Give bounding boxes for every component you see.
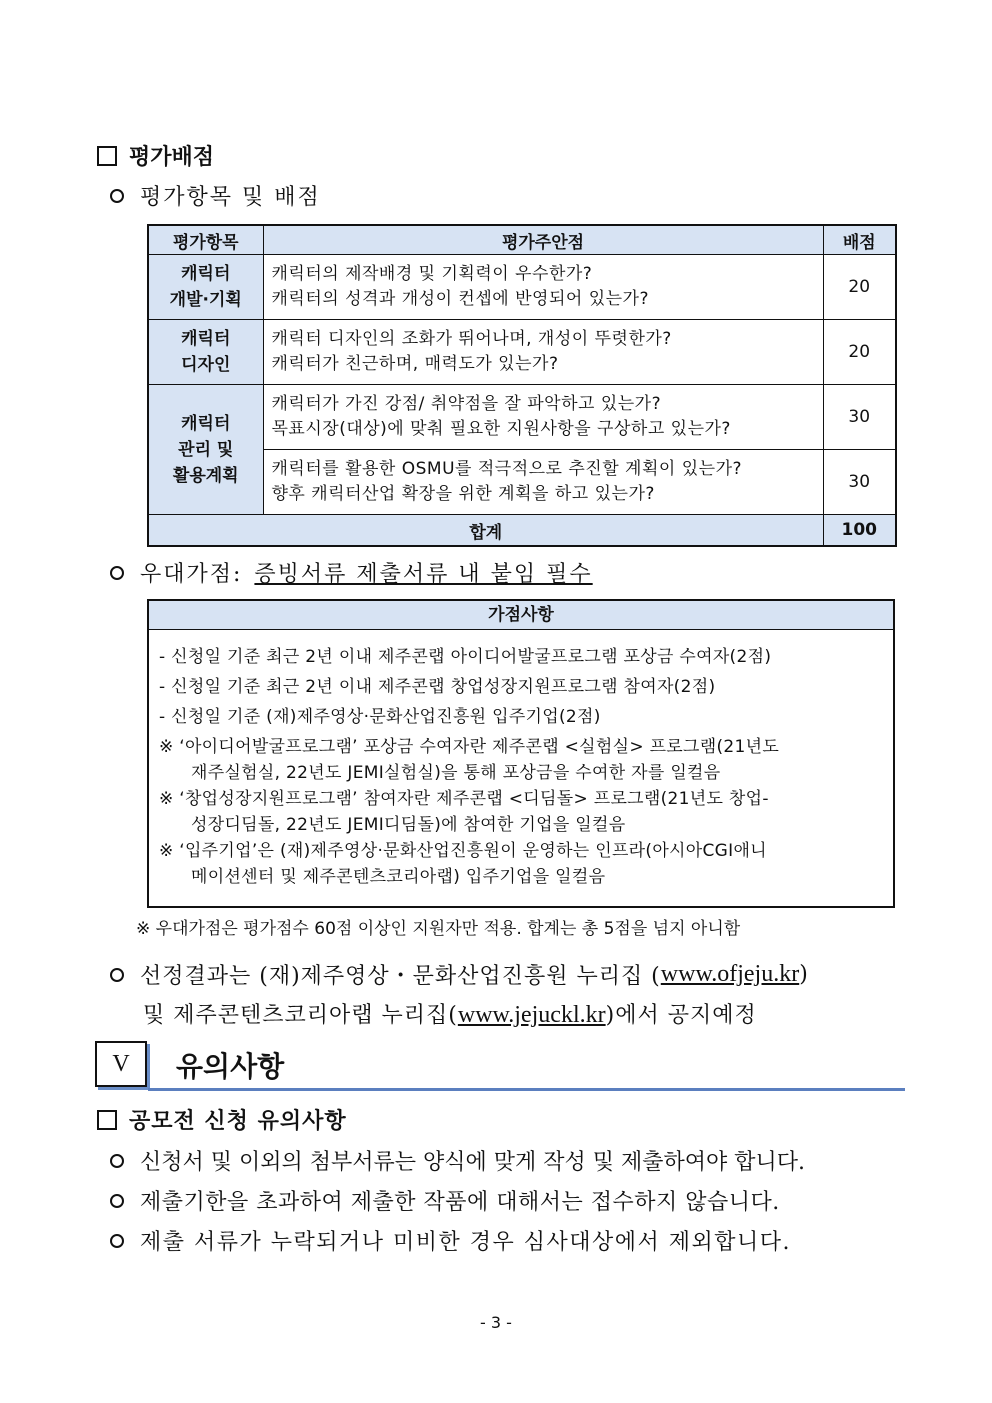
header-criteria: 평가주안점 (263, 225, 823, 255)
circle-bullet-icon (110, 566, 124, 580)
score-cell: 30 (823, 450, 896, 515)
bonus-note-line: 성장디딤돌, 22년도 JEMI디딤돌)에 참여한 기업을 일컬음 (191, 815, 626, 835)
result-text: 선정결과는 (재)제주영상・문화산업진흥원 누리집 ( (140, 964, 661, 989)
total-score: 100 (823, 515, 896, 547)
bonus-item: - 신청일 기준 최근 2년 이내 제주콘랩 아이디어발굴프로그램 포상금 수여자(2점) (159, 647, 772, 667)
criteria-line: 향후 캐릭터산업 확장을 위한 계획을 하고 있는가? (271, 484, 655, 504)
category-line: 개발·기획 (169, 290, 242, 310)
criteria-cell (263, 320, 823, 385)
table-header-row (148, 225, 896, 255)
result-text: 및 제주콘텐츠코리아랩 누리집( (143, 1003, 458, 1028)
bonus-note-line: 메이션센터 및 제주콘텐츠코리아랩) 입주기업을 일컬음 (191, 867, 606, 887)
bonus-label: 우대가점: (140, 562, 243, 587)
criteria-cell (263, 385, 823, 450)
table-row (148, 385, 896, 450)
bonus-note-line: ※ ‘입주기업’은 (재)제주영상·문화산업진흥원이 운영하는 인프라(아시아CGI애니 (159, 841, 767, 861)
bonus-note-line: ※ ‘아이디어발굴프로그램’ 포상금 수여자란 제주콘랩 <실험실> 프로그램(21년도 (159, 737, 780, 757)
criteria-line: 목표시장(대상)에 맞춰 필요한 지원사항을 구상하고 있는가? (271, 419, 731, 439)
bonus-box-body (149, 630, 893, 900)
criteria-line: 캐릭터 디자인의 조화가 뛰어나며, 개성이 뚜렷한가? (271, 329, 672, 349)
items-heading-text: 평가항목 및 배점 (140, 185, 321, 210)
notice-item (110, 1225, 791, 1256)
criteria-cell (263, 450, 823, 515)
ofjeju-link[interactable]: www.ofjeju.kr (660, 961, 800, 987)
result-text-end: )에서 공지예정 (605, 1003, 757, 1028)
circle-bullet-icon (110, 1194, 124, 1208)
category-line: 디자인 (181, 355, 231, 375)
bonus-note: 증빙서류 제출서류 내 붙임 필수 (254, 562, 593, 587)
table-total-row (148, 515, 896, 547)
header-score: 배점 (823, 225, 896, 255)
section-numeral-box (95, 1041, 147, 1087)
category-cell (148, 255, 263, 320)
score-cell: 30 (823, 385, 896, 450)
checkbox-square-icon (97, 1110, 117, 1130)
notice-item (110, 1145, 805, 1176)
items-heading (110, 180, 321, 211)
notice-heading-text: 공모전 신청 유의사항 (129, 1108, 347, 1134)
result-line-2 (143, 998, 757, 1029)
notice-item-text: 제출기한을 초과하여 제출한 작품에 대해서는 접수하지 않습니다. (140, 1190, 780, 1215)
category-line: 캐릭터 (181, 329, 231, 349)
circle-bullet-icon (110, 1234, 124, 1248)
category-line: 캐릭터 (181, 264, 231, 284)
result-text-end: ) (799, 962, 808, 987)
circle-bullet-icon (110, 968, 124, 982)
score-cell: 20 (823, 255, 896, 320)
bonus-box (147, 599, 895, 908)
notice-item-text: 신청서 및 이외의 첨부서류는 양식에 맞게 작성 및 제출하여야 합니다. (140, 1150, 805, 1175)
criteria-line: 캐릭터가 가진 강점/ 취약점을 잘 파악하고 있는가? (271, 394, 662, 414)
section-title: 유의사항 (176, 1050, 285, 1083)
criteria-line: 캐릭터를 활용한 OSMU를 적극적으로 추진할 계획이 있는가? (271, 459, 743, 479)
circle-bullet-icon (110, 1154, 124, 1168)
scoring-heading (97, 140, 214, 171)
category-cell (148, 385, 263, 515)
criteria-cell (263, 255, 823, 320)
bonus-note-line: ※ ‘창업성장지원프로그램’ 참여자란 제주콘랩 <디딤돌> 프로그램(21년도 창업- (159, 789, 769, 809)
total-label: 합계 (148, 515, 823, 547)
bonus-heading (110, 557, 593, 588)
bonus-box-title: 가점사항 (149, 601, 893, 630)
score-cell: 20 (823, 320, 896, 385)
bonus-note-line: 재주실험실, 22년도 JEMI실험실)을 통해 포상금을 수여한 자를 일컬음 (191, 763, 721, 783)
category-line: 관리 및 (178, 439, 234, 460)
table-row (148, 255, 896, 320)
bonus-item: - 신청일 기준 최근 2년 이내 제주콘랩 창업성장지원프로그램 참여자(2점) (159, 677, 716, 697)
header-category: 평가항목 (148, 225, 263, 255)
category-line: 캐릭터 (181, 413, 231, 434)
bonus-footnote: ※ 우대가점은 평가점수 60점 이상인 지원자만 적용. 합계는 총 5점을 넘지 아니함 (136, 919, 741, 939)
category-cell (148, 320, 263, 385)
criteria-line: 캐릭터의 성격과 개성이 컨셉에 반영되어 있는가? (271, 289, 649, 309)
checkbox-square-icon (97, 146, 117, 166)
notice-heading (97, 1104, 347, 1135)
page-number: - 3 - (480, 1313, 512, 1332)
bonus-item: - 신청일 기준 (재)제주영상·문화산업진흥원 입주기업(2점) (159, 707, 601, 727)
evaluation-table (147, 224, 897, 547)
result-line-1 (110, 959, 808, 990)
section-rule (148, 1088, 905, 1091)
criteria-line: 캐릭터의 제작배경 및 기획력이 우수한가? (271, 264, 593, 284)
section-numeral: V (112, 1050, 130, 1077)
notice-item (110, 1185, 780, 1216)
category-line: 활용계획 (172, 465, 239, 486)
scoring-heading-text: 평가배점 (129, 144, 215, 170)
notice-item-text: 제출 서류가 누락되거나 미비한 경우 심사대상에서 제외합니다. (140, 1230, 792, 1255)
criteria-line: 캐릭터가 친근하며, 매력도가 있는가? (271, 354, 559, 374)
circle-bullet-icon (110, 189, 124, 203)
jejuckl-link[interactable]: www.jejuckl.kr (457, 1002, 606, 1028)
table-row (148, 320, 896, 385)
